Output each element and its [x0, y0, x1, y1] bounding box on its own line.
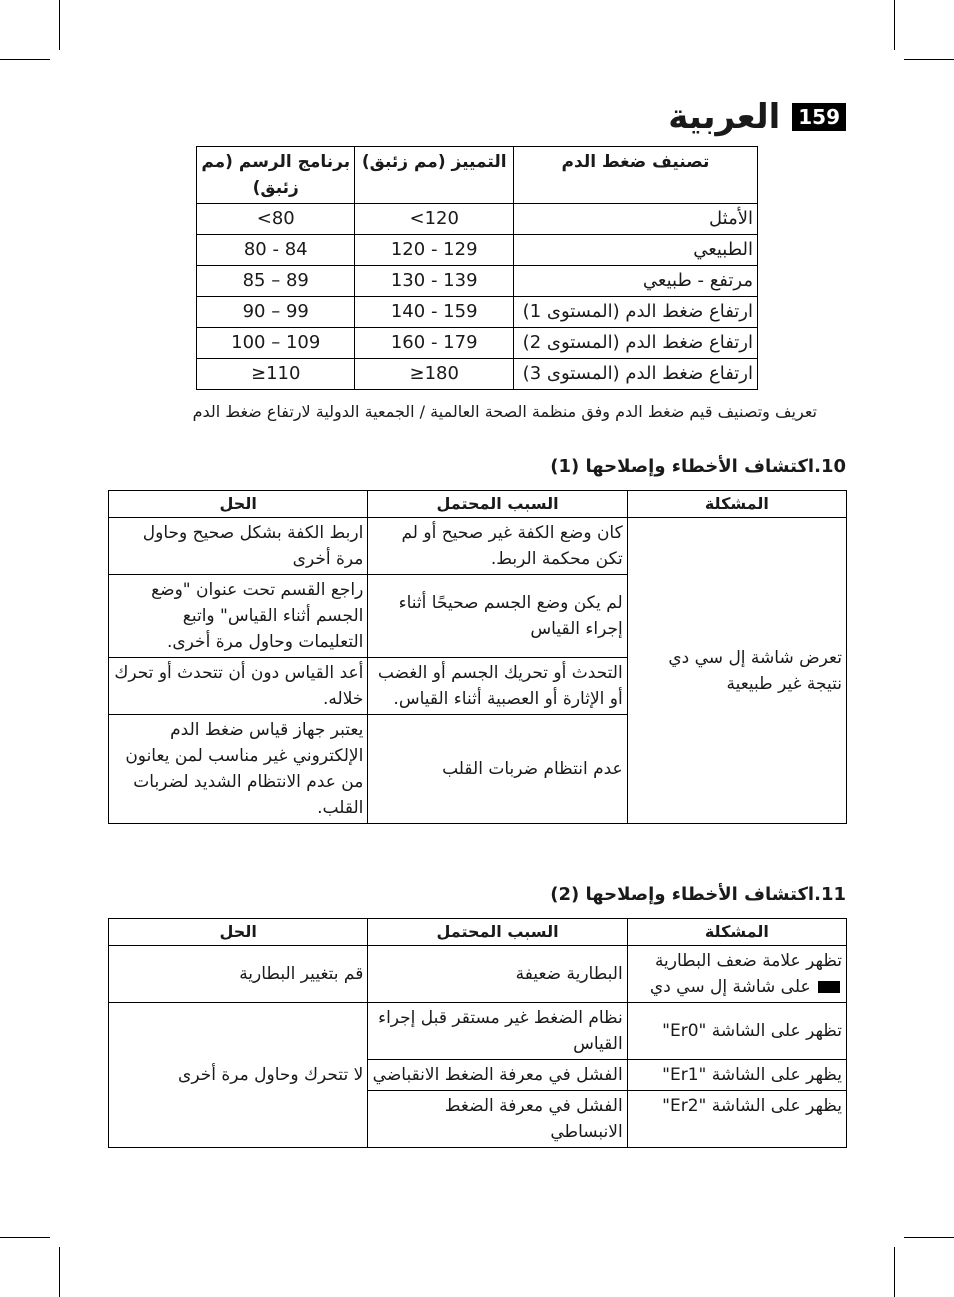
- troubleshooting-table-1: [108, 490, 847, 824]
- table-row: لم يكن وضع الجسم صحيحًا أثناء إجراء القياس راجع القسم تحت عنوان "وضع الجسم أثناء القياس" واتبع التعليمات وحاول مرة أخرى.: [109, 575, 847, 658]
- table-header: السبب المحتمل: [368, 919, 627, 946]
- table-row: مرتفع - طبيعي 139 - 130 89 – 85: [197, 266, 758, 297]
- page-title: العربية: [668, 97, 781, 137]
- table-row: تظهر علامة ضعف البطارية على شاشة إل سي دي البطارية ضعيفة قم بتغيير البطارية: [109, 946, 847, 1003]
- page-number: 159: [792, 103, 846, 131]
- table-row: ارتفاع ضغط الدم (المستوى 1) 159 - 140 99 – 90: [197, 297, 758, 328]
- table-row: يظهر على الشاشة "Er2" الفشل في معرفة الضغط الانبساطي: [109, 1091, 847, 1148]
- table-header: تصنيف ضغط الدم: [513, 147, 757, 204]
- table-header: التمييز (مم زئبق): [355, 147, 513, 204]
- table-row: تظهر على الشاشة "Er0" نظام الضغط غير مستقر قبل إجراء القياس لا تتحرك وحاول مرة أخرى: [109, 1003, 847, 1060]
- troubleshooting-table-2: [108, 918, 847, 1148]
- table-row: ارتفاع ضغط الدم (المستوى 2) 179 - 160 109 – 100: [197, 328, 758, 359]
- crop-mark: [59, 1247, 60, 1297]
- crop-mark: [904, 1237, 954, 1238]
- section-11-title: 11.اكتشاف الأخطاء وإصلاحها (2): [550, 884, 846, 905]
- crop-mark: [59, 0, 60, 50]
- table-row: الأمثل 120> 80>: [197, 204, 758, 235]
- crop-mark: [904, 59, 954, 60]
- section-10-title: 10.اكتشاف الأخطاء وإصلاحها (1): [550, 456, 846, 477]
- low-battery-icon: [818, 981, 840, 993]
- bp-classification-table: [196, 146, 758, 390]
- crop-mark: [894, 0, 895, 50]
- crop-mark: [894, 1247, 895, 1297]
- table-row: يظهر على الشاشة "Er1" الفشل في معرفة الضغط الانقباضي: [109, 1060, 847, 1091]
- table-header: المشكلة: [627, 491, 846, 518]
- classification-note: تعريف وتصنيف قيم ضغط الدم وفق منظمة الصحة العالمية / الجمعية الدولية لارتفاع ضغط الدم: [192, 402, 817, 421]
- table-header: الحل: [109, 491, 368, 518]
- crop-mark: [0, 1237, 50, 1238]
- problem-cell: تظهر علامة ضعف البطارية على شاشة إل سي دي: [627, 946, 846, 1003]
- table-header: الحل: [109, 919, 368, 946]
- problem-cell: تعرض شاشة إل سي دي نتيجة غير طبيعية: [627, 518, 846, 824]
- table-header: برنامج الرسم (مم زئبق): [197, 147, 355, 204]
- table-header: السبب المحتمل: [368, 491, 627, 518]
- table-header: المشكلة: [627, 919, 846, 946]
- table-row: تعرض شاشة إل سي دي نتيجة غير طبيعية كان وضع الكفة غير صحيح أو لم تكن محكمة الربط. اربط الكفة بشكل صحيح وحاول مرة أخرى: [109, 518, 847, 575]
- page-header: [668, 97, 846, 137]
- table-row: ارتفاع ضغط الدم (المستوى 3) 180≤ 110≤: [197, 359, 758, 390]
- table-row: عدم انتظام ضربات القلب يعتبر جهاز قياس ضغط الدم الإلكتروني غير مناسب لمن يعانون من عدم الانتظام الشديد لضربات القلب.: [109, 715, 847, 824]
- table-row: الطبيعي 129 - 120 84 - 80: [197, 235, 758, 266]
- crop-mark: [0, 59, 50, 60]
- table-row: التحدث أو تحريك الجسم أو الغضب أو الإثارة أو العصبية أثناء القياس. أعد القياس دون أن تتحدث أو تحرك خلاله.: [109, 658, 847, 715]
